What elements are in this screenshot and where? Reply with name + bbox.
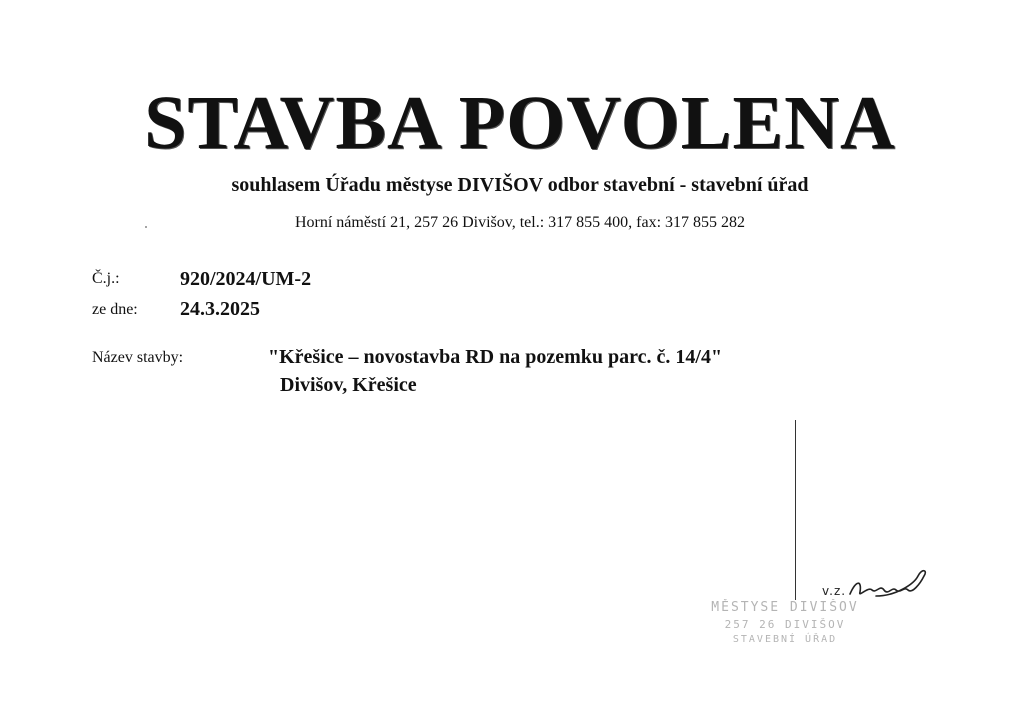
cj-value: 920/2024/UM-2 <box>180 268 312 290</box>
authority-line: souhlasem Úřadu městyse DIVIŠOV odbor stavební - stavební úřad <box>231 174 809 196</box>
building-name: "Křešice – novostavba RD na pozemku parc. č. 14/4" <box>268 346 723 368</box>
building-location: Divišov, Křešice <box>280 374 417 396</box>
address-line: Horní náměstí 21, 257 26 Divišov, tel.: 317 855 400, fax: 317 855 282 <box>294 214 746 231</box>
date-value: 24.3.2025 <box>180 298 260 320</box>
stamp-line-1: MĚSTYSE DIVIŠOV <box>711 600 859 615</box>
document-title: STAVBA POVOLENA <box>144 81 896 165</box>
building-label: Název stavby: <box>92 349 184 366</box>
cj-label: Č.j.: <box>92 270 120 287</box>
vertical-divider <box>795 420 796 600</box>
official-stamp <box>705 596 865 656</box>
date-label: ze dne: <box>92 301 138 318</box>
signature-prefix: v.z. <box>822 584 847 598</box>
stamp-line-3: STAVEBNÍ ÚŘAD <box>732 634 838 645</box>
stamp-line-2: 257 26 DIVIŠOV <box>724 618 846 631</box>
